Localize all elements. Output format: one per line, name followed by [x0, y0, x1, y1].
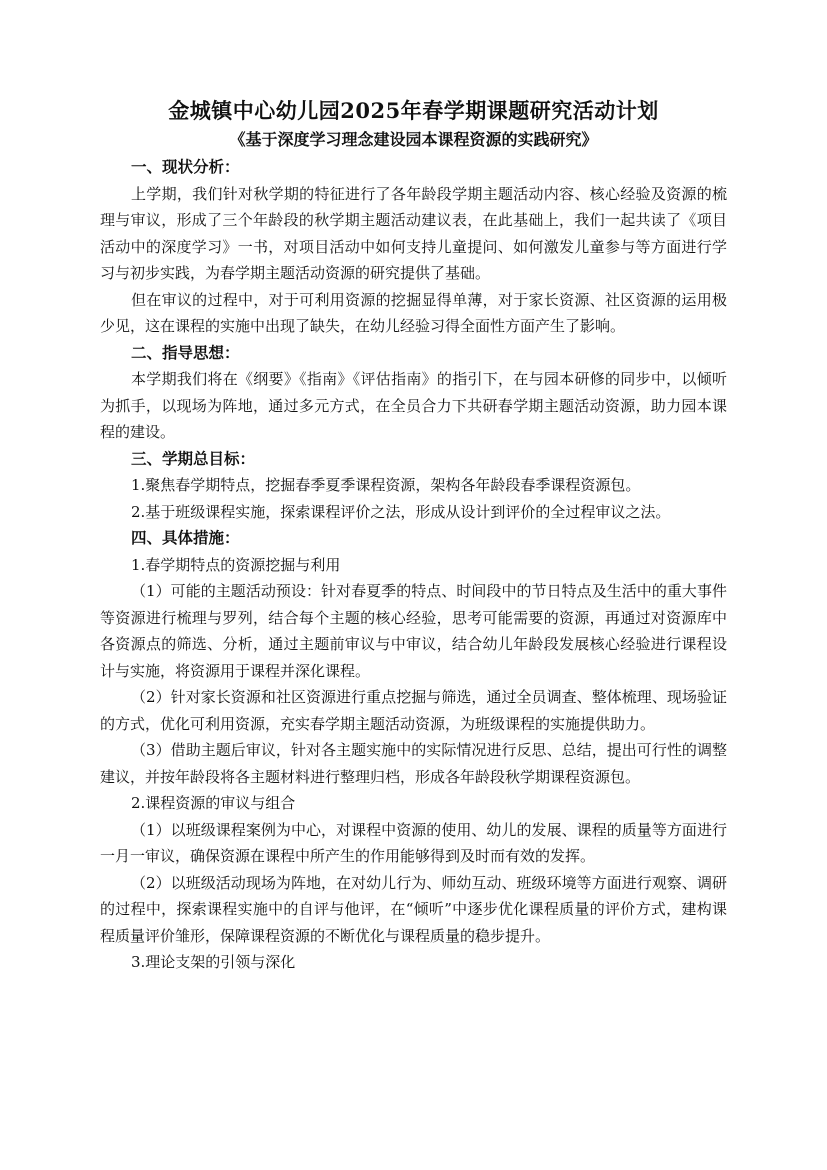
paragraph: 上学期，我们针对秋学期的特征进行了各年龄段学期主题活动内容、核心经验及资源的梳理与审议，形成了三个年龄段的秋学期主题活动建议表，在此基础上，我们一起共读了《项目活动中的深度学习》一书，对项目活动中如何支持儿童提问、如何激发儿童参与等方面进行学习与初步实践，为春学期主题活动资源的研究提供了基础。	[100, 184, 727, 282]
section-heading-status: 一、现状分析：	[131, 157, 240, 176]
paragraph: （2）以班级活动现场为阵地，在对幼儿行为、师幼互动、班级环境等方面进行观察、调研的过程中，探索课程实施中的自评与他评，在“倾听”中逐步优化课程质量的评价方式，建构课程质量评价雏形，保障课程资源的不断优化与课程质量的稳步提升。	[100, 873, 727, 945]
paragraph: （3）借助主题后审议，针对各主题实施中的实际情况进行反思、总结，提出可行性的调整建议，并按年龄段将各主题材料进行整理归档，形成各年龄段秋学期课程资源包。	[100, 741, 727, 786]
measure-subheading: 1.春学期特点的资源挖掘与利用	[131, 555, 341, 574]
section-heading-measures: 四、具体措施：	[131, 528, 240, 547]
paragraph: （1）以班级课程案例为中心，对课程中资源的使用、幼儿的发展、课程的质量等方面进行一月一审议，确保资源在课程中所产生的作用能够得到及时而有效的发挥。	[100, 820, 727, 865]
section-heading-guiding-ideology: 二、指导思想：	[131, 342, 240, 362]
document-subtitle: 《基于深度学习理念建设园本课程资源的实践研究》	[229, 130, 598, 149]
measure-subheading: 3.理论支架的引领与深化	[131, 953, 296, 971]
measure-subheading: 2.课程资源的审议与组合	[131, 794, 296, 812]
paragraph: （1）可能的主题活动预设：针对春夏季的特点、时间段中的节日特点及生活中的重大事件等资源进行梳理与罗列，结合每个主题的核心经验，思考可能需要的资源，再通过对资源库中各资源点的筛选、分析，通过主题前审议与中审议，结合幼儿年龄段发展核心经验进行课程设计与实施，将资源用于课程并深化课程。	[100, 582, 727, 680]
paragraph: 但在审议的过程中，对于可利用资源的挖掘显得单薄，对于家长资源、社区资源的运用极少见，这在课程的实施中出现了缺失，在幼儿经验习得全面性方面产生了影响。	[100, 290, 727, 335]
section-heading-goals: 三、学期总目标：	[131, 448, 256, 468]
goal-item: 2.基于班级课程实施，探索课程评价之法，形成从设计到评价的全过程审议之法。	[131, 502, 671, 521]
goal-item: 1.聚焦春学期特点，挖掘春季夏季课程资源，架构各年龄段春季课程资源包。	[131, 476, 641, 494]
paragraph: 本学期我们将在《纲要》《指南》《评估指南》的指引下，在与园本研修的同步中，以倾听为抓手，以现场为阵地，通过多元方式，在全员合力下共研春学期主题活动资源，助力园本课程的建设。	[100, 370, 727, 441]
paragraph: （2）针对家长资源和社区资源进行重点挖掘与筛选，通过全员调查、整体梳理、现场验证的方式，优化可利用资源，充实春学期主题活动资源，为班级课程的实施提供助力。	[100, 688, 727, 733]
document-title: 金城镇中心幼儿园2025年春学期课题研究活动计划	[168, 98, 659, 123]
